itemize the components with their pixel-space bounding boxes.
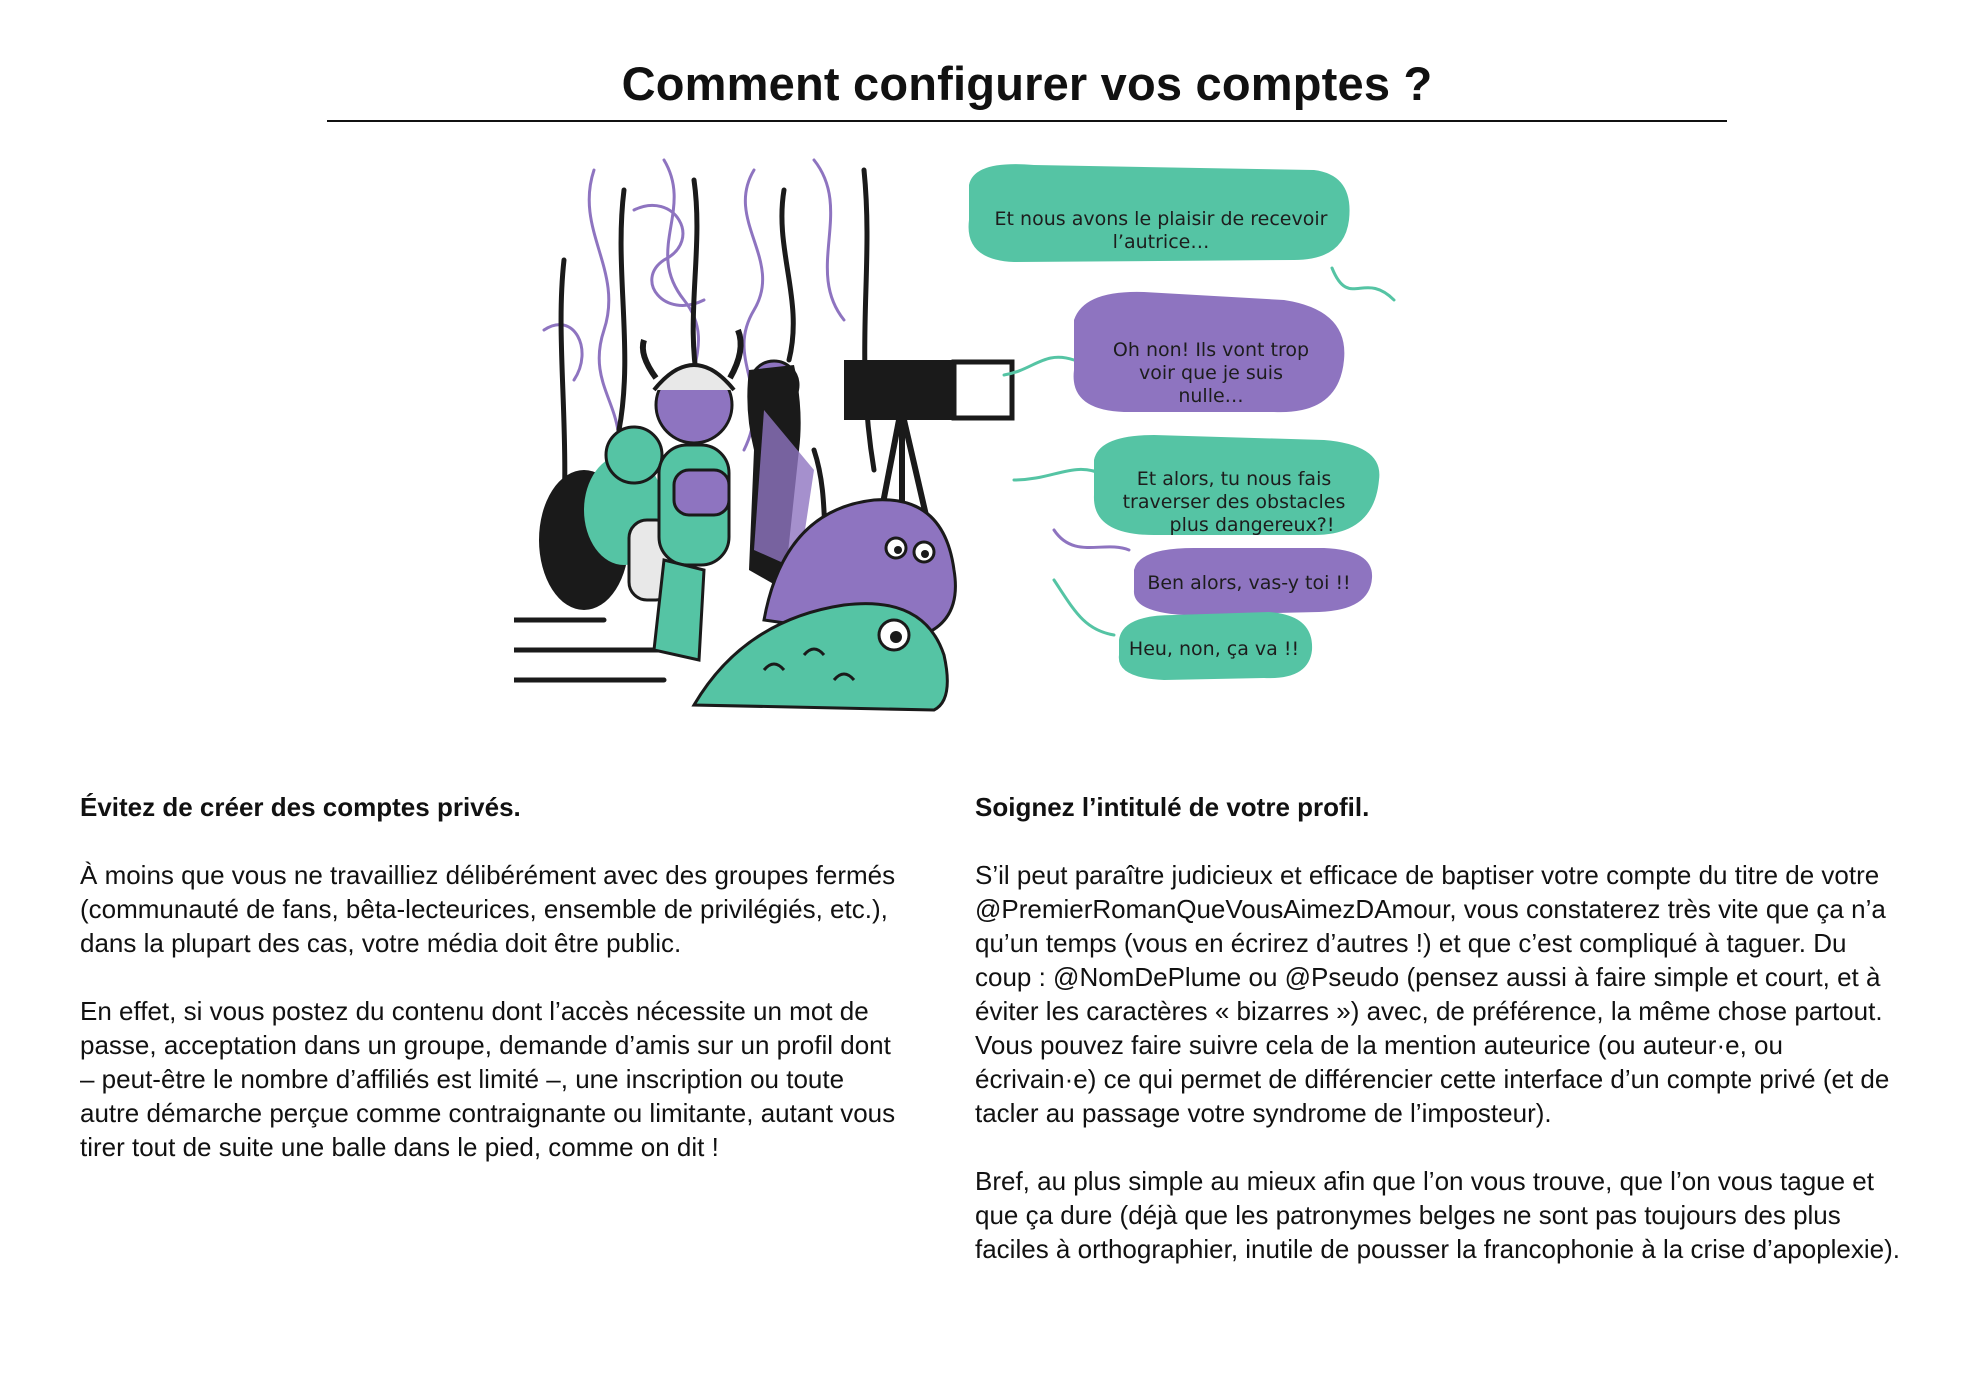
speech-bubble-2 — [1074, 292, 1345, 412]
speech-bubble-5 — [1119, 612, 1312, 680]
left-column-heading: Évitez de créer des comptes privés. — [80, 792, 521, 822]
bubble-2-line-2: voir que je suis — [1139, 362, 1283, 384]
left-column-paragraph-1: À moins que vous ne travailliez délibérément avec des groupes fermés (communauté de fans, bêta-lecteurices, ensemble de privilégiés, etc.), dans la plupart des cas, votre média doit être public. — [80, 860, 896, 958]
green-creature — [694, 604, 947, 710]
bubble-3-line-3: plus dangereux?! — [1169, 514, 1335, 536]
right-column-paragraph-1: S’il peut paraître judicieux et efficace de baptiser votre compte du titre de votre @PremierRomanQueVousAimezDAmour, vous constaterez très vite que ça n’a qu’un temps (vous en écrirez d’autres !) et que c’est compliqué à taguer. Du coup : @NomDePlume ou @Pseudo (pensez aussi à faire simple et court, et à éviter les caractères « bizarres ») avec, de préférence, la même chose partout. Vous pouvez faire suivre cela de la mention auteurice (ou auteur·e, ou écrivain·e) ce qui permet de différencier cette interface d’un compte privé (et de tacler au passage votre syndrome de l’imposteur). — [975, 860, 1890, 1128]
left-column-paragraph-2: En effet, si vous postez du contenu dont l’accès nécessite un mot de passe, acceptation dans un groupe, demande d’amis sur un profil dont – peut-être le nombre d’affiliés est limité –, une inscription ou toute autre démarche perçue comme contraignante ou limitante, autant vous tirer tout de suite une balle dans le pied, comme on dit ! — [80, 996, 896, 1162]
speech-bubble-4 — [1134, 548, 1372, 615]
bubble-3-line-2: traverser des obstacles — [1122, 491, 1346, 513]
bubble-2-line-1: Oh non! Ils vont trop — [1112, 339, 1310, 361]
right-column-paragraph-2: Bref, au plus simple au mieux afin que l’on vous trouve, que l’on vous tague et que ça dure (déjà que les patronymes belges ne sont pas toujours des plus faciles à orthographier, inutile de pousser la francophonie à la crise d’apoplexie). — [975, 1166, 1901, 1264]
speech-bubble-1 — [969, 164, 1350, 262]
page-title: Comment configurer vos comptes ? — [621, 57, 1433, 110]
left-column — [80, 790, 910, 1198]
right-column-heading: Soignez l’intitulé de votre profil. — [975, 792, 1370, 822]
comic-illustration — [514, 150, 1414, 720]
bubble-3-line-1: Et alors, tu nous fais — [1136, 468, 1332, 490]
right-column — [975, 790, 1905, 1300]
title-divider — [327, 120, 1727, 122]
speech-bubble-3 — [1094, 435, 1379, 536]
bubble-1-line-2: l’autrice… — [1112, 231, 1210, 253]
bubble-5-line-1: Heu, non, ça va !! — [1128, 638, 1300, 660]
bubble-1-line-1: Et nous avons le plaisir de recevoir — [994, 208, 1328, 230]
bubble-4-line-1: Ben alors, vas-y toi !! — [1147, 572, 1351, 594]
bubble-2-line-3: nulle… — [1178, 385, 1244, 407]
